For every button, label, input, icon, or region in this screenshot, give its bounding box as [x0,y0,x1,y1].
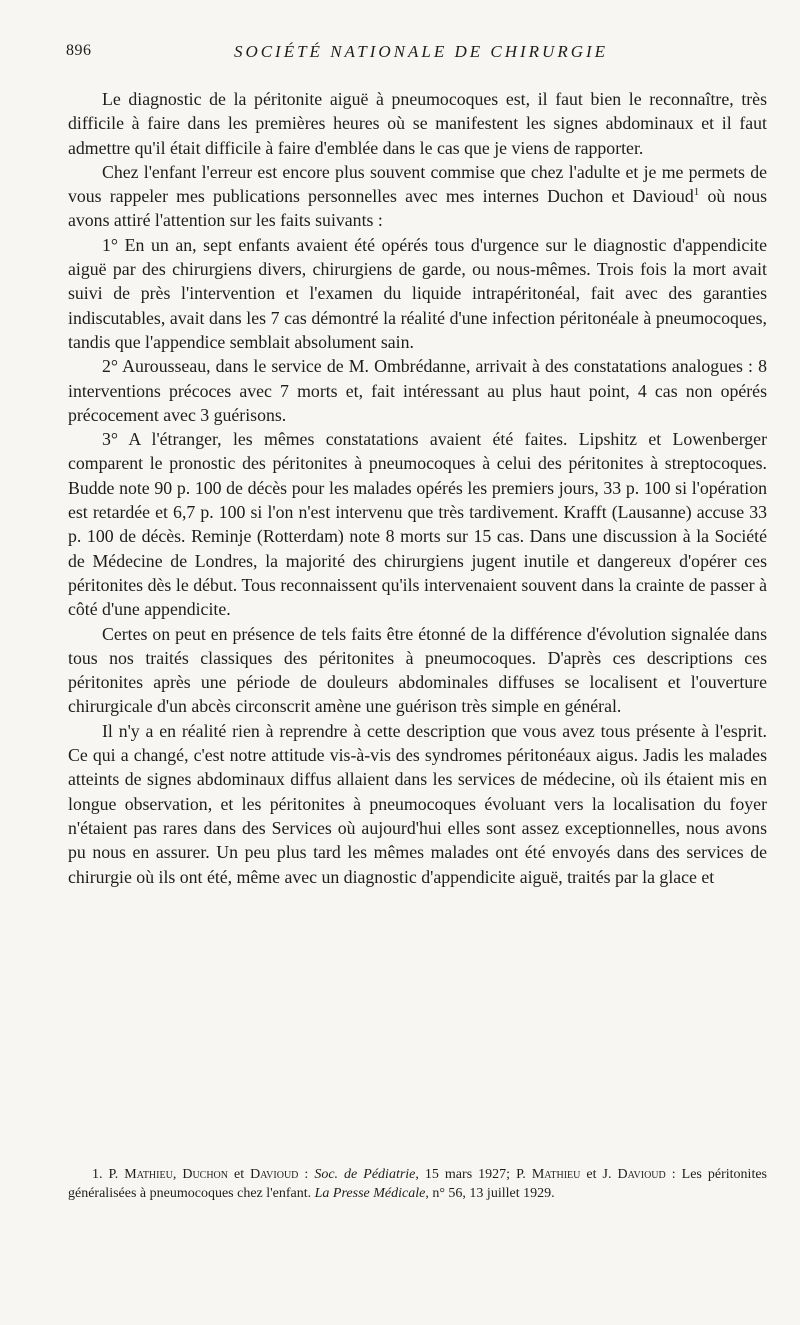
footnote-author-3: P. Mathieu [516,1167,581,1182]
footnote-date-1: , 15 mars 1927; [415,1167,517,1182]
paragraph-4: 2° Aurousseau, dans le service de M. Ombrédanne, arrivait à des constatations analogues : 8 interventions précoces avec 7 morts et, fait intéressant au plus haut point, 4 cas non opérés précocement avec 3 guérisons. [68,356,767,425]
running-head: SOCIÉTÉ NATIONALE DE CHIRURGIE [233,42,609,61]
paragraph-2-text: Chez l'enfant l'erreur est encore plus souvent commise que chez l'adulte et je me permets de vous rappeler mes publications personnelles avec mes internes Duchon et Davioud [68,161,767,207]
paragraph-6: Certes on peut en présence de tels faits être étonné de la différence d'évolution signalée dans tous nos traités classiques des péritonites à pneumocoques. D'après ces descriptions ces péritonites après une période de douleurs abdominales diffuses se localisent et l'ouverture chirurgicale d'un abcès circonscrit amène une guérison très simple en général. [68,623,767,717]
paragraph-3: 1° En un an, sept enfants avaient été opérés tous d'urgence sur le diagnostic d'appendicite aiguë par des chirurgiens divers, chirurgiens de garde, ou nous-mêmes. Trois fois la mort avait suivi de près l'intervention et l'examen du liquide intrapéritonéal, fait avec des garanties indiscutables, avait dans les 7 cas démontré la réalité d'une infection péritonéale à pneumocoques, tandis que l'appendice semblait absolument sain. [68,234,767,352]
footnote-issue: , n° 56, 13 juillet 1929. [425,1185,555,1201]
body-text [68,87,767,889]
footnotes [68,1166,767,1203]
paragraph-2 [68,160,767,233]
footnote-author-4: J. Davioud [602,1167,666,1182]
page-header [66,42,766,66]
footnote-conjunction-2: et [580,1167,603,1182]
footnote-1 [68,1166,767,1203]
footnote-conjunction: et [228,1167,251,1182]
footnote-journal-2: La Presse Médicale [314,1185,426,1201]
footnote-title: : Les péritonites généralisées à pneumocoques chez l'enfant. [68,1167,767,1201]
page-number: 896 [66,42,92,59]
paragraph-5: 3° A l'étranger, les mêmes constatations avaient été faites. Lipshitz et Lowenberger comparent le pronostic des péritonites à pneumocoques à celui des péritonites à streptocoques. Budde note 90 p. 100 de décès pour les malades opérés les premiers jours, 33 p. 100 si l'opération est retardée et 6,7 p. 100 si l'on n'est intervenu que très tardivement. Krafft (Lausanne) accuse 33 p. 100 de décès. Reminje (Rotterdam) note 8 morts sur 15 cas. Dans une discussion à la Société de Médecine de Londres, la majorité des chirurgiens jugent inutile et dangereux d'opérer ces péritonites dès le début. Tous reconnaissent qu'ils intervenaient souvent dans la crainte de passer à côté d'une appendicite. [68,429,767,620]
paragraph-7: Il n'y a en réalité rien à reprendre à cette description que vous avez tous présente à l'esprit. Ce qui a changé, c'est notre attitude vis-à-vis des syndromes péritonéaux aigus. Jadis les malades atteints de signes abdominaux diffus allaient dans les services de médecine, où ils étaient mis en longue observation, et les péritonites à pneumocoques évoluant vers la localisation du foyer n'étaient pas rares dans des Services où aujourd'hui elles sont assez exceptionnelles, nous avons pu nous en assurer. Un peu plus tard les mêmes malades ont été envoyés dans des services de chirurgie où ils ont été, même avec un diagnostic d'appendicite aiguë, traités par la glace et [68,720,767,887]
paragraph-1: Le diagnostic de la péritonite aiguë à pneumocoques est, il faut bien le reconnaître, très difficile à faire dans les premières heures où se manifestent les signes abdominaux et il faut admettre qu'il était difficile à faire d'emblée dans le cas que je viens de rapporter. [68,89,767,158]
footnote-separator: : [298,1167,315,1182]
footnote-author-2: Davioud [250,1167,299,1182]
paragraph-2-text-end: où nous avons attiré l'attention sur les faits suivants : [68,186,768,231]
footnote-author-1: P. Mathieu, Duchon [108,1167,228,1182]
footnote-reference[interactable]: 1 [693,186,700,199]
footnote-number: 1. [92,1167,103,1182]
footnote-journal-1: Soc. de Pédiatrie [314,1167,416,1182]
